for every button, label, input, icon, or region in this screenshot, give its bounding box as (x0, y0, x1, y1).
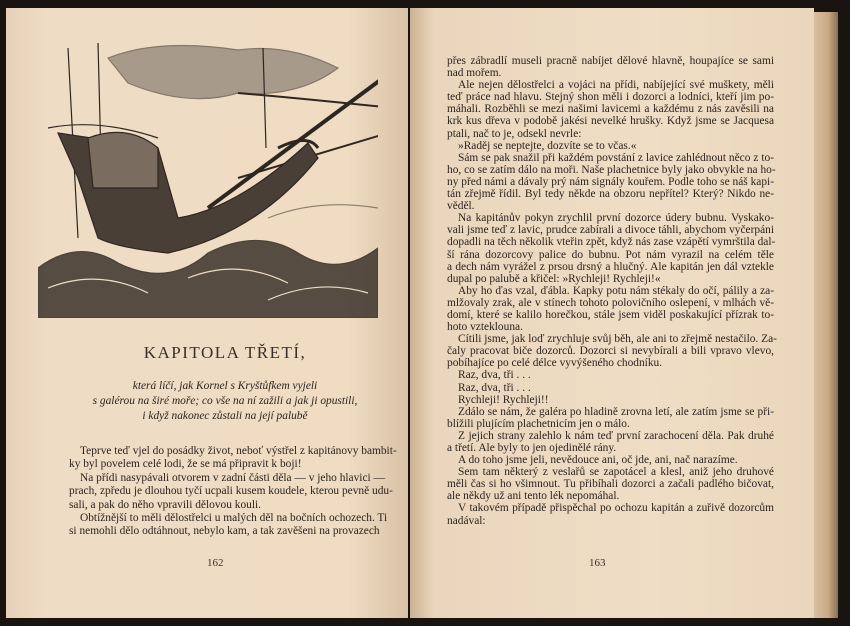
text-line: měli čas si ho všimnout. Tu přibíhali dozorci a začali padlého bičovat, (447, 478, 774, 491)
text-line: a třetí. Ale byly to jen ojedinělé rány. (447, 442, 617, 454)
text-line: teď práce nad hlavu. Stejný shon měli i dozorci a lodníci, kteří jim po- (447, 91, 774, 104)
text-line: dopadli na těch několik vteřin zpět, když nás zase vzápětí vymrštila dal- (447, 236, 776, 249)
page-number-right: 163 (589, 557, 606, 569)
text-line: blížili plujícím plachetnicím jen o málo. (447, 417, 630, 430)
text-line: Teprve teď vjel do posádky život, neboť výstřel z kapitánovy bambit- (80, 445, 397, 457)
text-line: Z jejich strany zalehlo k nám teď první zarachocení děla. Pak druhé (458, 429, 774, 442)
subtitle-line: která líčí, jak Kornel s Kryštůfkem vyjeli (132, 380, 318, 392)
text-line: ší rána dozorcovy palice do bubnu. Pot nám vyrazil na celém těle (447, 248, 774, 261)
text-line: ho, co se zatím dálo na moři. Naše plachetnice byly jako obvykle na ho- (447, 163, 776, 176)
text-line: Na kapitánův pokyn zrychlil první dozorce údery bubnu. Vyskako- (458, 212, 774, 225)
text-line: pobíhajíce po celé délce vyvýšeného chodníku. (447, 357, 663, 370)
galley-ship-illustration (38, 38, 378, 318)
text-line: ky byl povelem celé lodi, že se má připravit k boji! (69, 458, 302, 471)
text-line: A do toho jsme jeli, nevědouce ani, oč jde, ani, nač narazíme. (458, 454, 738, 467)
text-line: V takovém případě přispěchal po ochozu kapitán a zuřivě dozorcům (458, 502, 774, 515)
text-line: tán zřejmě řídil. Byl tedy někde na obzoru nepřítel? Který? Nikdo ne- (447, 188, 774, 201)
text-line: čaly pracovat biče dozorců. Dozorci si nevybírali a bili vpravo vlevo, (447, 345, 774, 358)
text-line: Zdálo se nám, že galéra po hladině zrovna letí, ale zatím jsme se při- (458, 405, 774, 418)
text-line: Sám se pak snažil při každém povstání z lavice zahlédnout něco z to- (458, 151, 774, 164)
text-line: mlžovaly zrak, ale v stínech tohoto polovičního oslepení, v mlhách vě- (447, 296, 774, 309)
text-line: nad mořem. (447, 67, 502, 80)
text-line: ptali, nač to je, odsekl nevrle: (447, 127, 582, 140)
text-line: vali jsme teď z lavic, prudce zabírali a divoce táhli, abychom vyčerpáni (447, 224, 774, 237)
text-line: Ale nejen dělostřelci a vojáci na přídi, nabíjející své muškety, měli (458, 79, 774, 92)
subtitle-line: s galérou na širé moře; co vše na ní zažili a jak ji opustili, (92, 395, 358, 407)
text-line: ale někdy už ani tento lék nepomáhal. (447, 490, 620, 503)
text-line: hoto vzteklouna. (447, 321, 523, 334)
text-line: máhali. Rozběhli se mezi našimi lavicemi a každému z nás zavěsili na (447, 103, 774, 116)
chapter-title: KAPITOLA TŘETÍ, (143, 343, 307, 362)
text-line: věděl. (447, 200, 475, 213)
page-edges (814, 12, 838, 618)
text-line: Cítili jsme, jak loď zrychluje svůj běh, ale ani to zřejmě nestačilo. Za- (458, 333, 777, 346)
right-body-text (447, 55, 777, 527)
text-line: Raz, dva, tři . . . (458, 381, 531, 394)
text-line: krk kus dřeva v podobě jakési nevelké hrušky. Když jsme se Jacquesa (447, 115, 774, 128)
text-line: Obtížnější to měli dělostřelci u malých děl na bočních ochozech. Ti (80, 511, 388, 524)
text-line: si nemohli dělo odtáhnout, nebylo kam, a tak zavěšeni na provazech (69, 525, 380, 538)
chapter-subtitle (60, 379, 390, 424)
subtitle-line: i když nakonec zůstali na její palubě (142, 410, 308, 422)
text-line: Aby ho ďas vzal, ďábla. Kapky potu nám stékaly do očí, pálily a za- (458, 284, 774, 297)
text-line: přes zábradlí museli pracně nabíjet dělové hlavně, houpajíce se sami (447, 55, 774, 67)
text-line: Sem tam některý z veslařů se zapotácel a klesl, aniž jeho druhové (458, 466, 774, 479)
text-line: domí, které se kalilo horečkou, stále jsem viděl poskakující přízrak to- (447, 308, 774, 321)
text-line: Raz, dva, tři . . . (458, 369, 531, 382)
page-number-left: 162 (207, 557, 224, 569)
text-line: a dech nám vyrážel z prsou drsný a hlučný. Ale kapitán jen dál vztekle (447, 260, 774, 273)
text-line: nadával: (447, 514, 486, 527)
text-line: sali, a pak do něho vpravili dělovou kouli. (69, 498, 262, 511)
text-line: ny před námi a dávaly prý nám signály kouřem. Podle toho se náš kapi- (447, 175, 774, 188)
text-line: dupal po palubě a křičel: »Rychleji! Rychleji!« (447, 272, 661, 285)
text-line: Rychleji! Rychleji!! (458, 393, 549, 406)
left-body-text (69, 445, 397, 539)
text-line: »Raděj se neptejte, dozvíte se to včas.« (458, 139, 637, 152)
text-line: Na přídi nasypávali otvorem v zadní části děla — v jeho hlavici — (80, 471, 385, 484)
text-line: prach, zpředu je dlouhou tyčí ucpali kusem koudele, kterou pevně udu- (69, 485, 393, 498)
